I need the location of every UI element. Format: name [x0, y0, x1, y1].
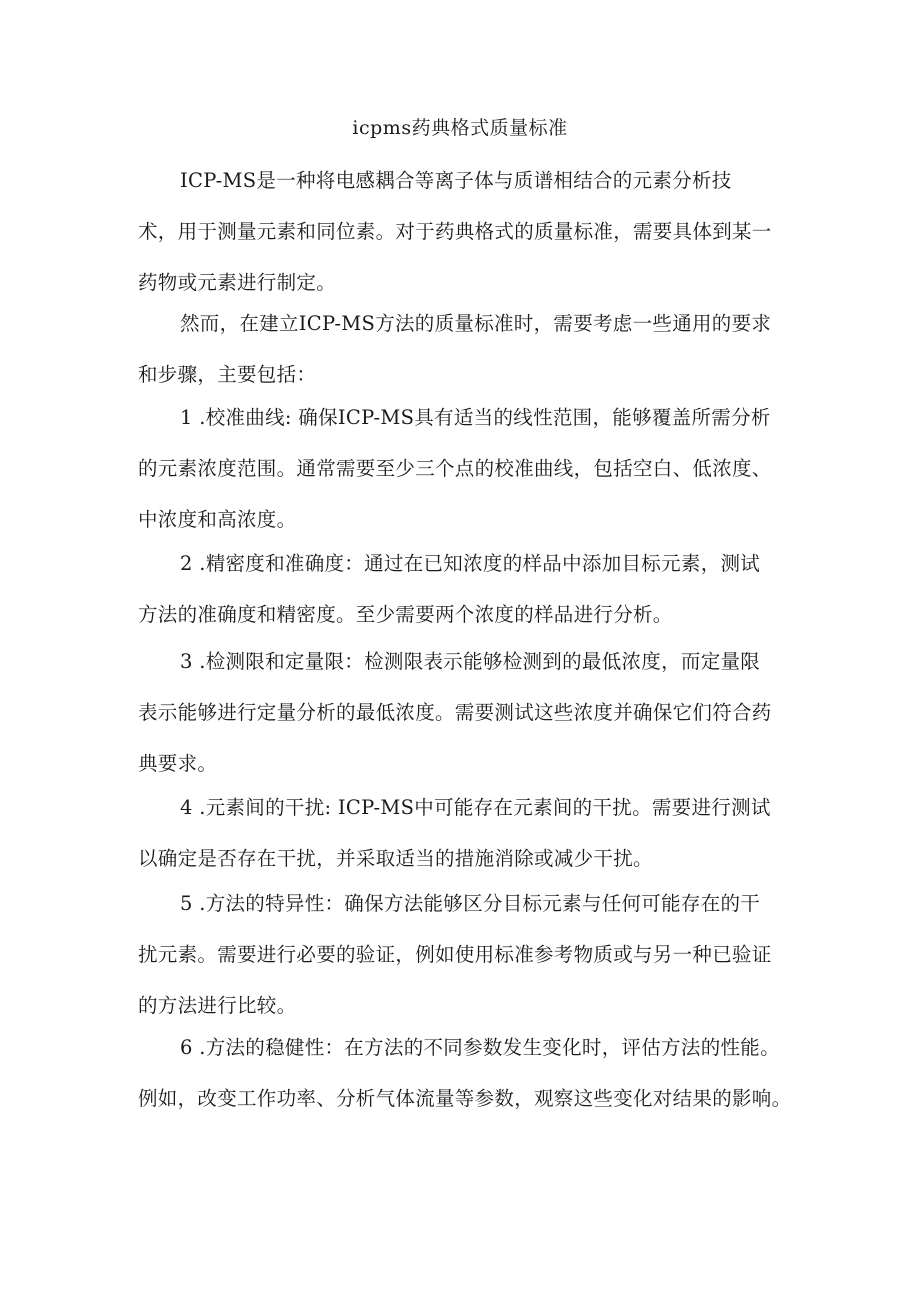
paragraph-line: 的方法进行比较。 [138, 994, 297, 1017]
paragraph-item-1 [138, 392, 798, 545]
paragraph-line: 药物或元素进行制定。 [138, 271, 337, 294]
paragraph-line: 中浓度和高浓度。 [138, 508, 297, 531]
paragraph-item-4 [138, 782, 798, 884]
paragraph-line: 的元素浓度范围。通常需要至少三个点的校准曲线，包括空白、低浓度、 [138, 457, 772, 480]
paragraph-line: 和步骤，主要包括： [138, 363, 317, 386]
paragraph-line: 例如，改变工作功率、分析气体流量等参数，观察这些变化对结果的影响。 [138, 1087, 792, 1110]
paragraph-item-2 [138, 538, 798, 640]
paragraph-item-6 [138, 1022, 798, 1124]
paragraph-line: 表示能够进行定量分析的最低浓度。需要测试这些浓度并确保它们符合药 [138, 701, 772, 724]
paragraph-line: 6 .方法的稳健性：在方法的不同参数发生变化时，评估方法的性能。 [180, 1036, 780, 1059]
paragraph-line: 2 .精密度和准确度：通过在已知浓度的样品中添加目标元素，测试 [180, 552, 761, 575]
paragraph-line: 然而，在建立ICP-MS方法的质量标准时，需要考虑一些通用的要求 [180, 312, 772, 335]
paragraph-line: 扰元素。需要进行必要的验证，例如使用标准参考物质或与另一种已验证 [138, 943, 772, 966]
paragraph-line: 3 .检测限和定量限：检测限表示能够检测到的最低浓度，而定量限 [180, 650, 761, 673]
paragraph-line: 以确定是否存在干扰，并采取适当的措施消除或减少干扰。 [138, 847, 653, 870]
paragraph-requirements-intro [138, 298, 798, 400]
paragraph-line: 术，用于测量元素和同位素。对于药典格式的质量标准，需要具体到某一 [138, 220, 772, 243]
paragraph-line: 5 .方法的特异性：确保方法能够区分目标元素与任何可能存在的干 [180, 892, 761, 915]
paragraph-item-3 [138, 636, 798, 789]
paragraph-line: 4 .元素间的干扰: ICP-MS中可能存在元素间的干扰。需要进行测试 [180, 796, 771, 819]
paragraph-item-5 [138, 878, 798, 1031]
paragraph-intro [138, 155, 798, 308]
document-title: icpms药典格式质量标准 [352, 117, 568, 139]
paragraph-line: 1 .校准曲线: 确保ICP-MS具有适当的线性范围，能够覆盖所需分析 [180, 406, 771, 429]
paragraph-line: 典要求。 [138, 752, 218, 775]
paragraph-line: ICP-MS是一种将电感耦合等离子体与质谱相结合的元素分析技 [180, 169, 732, 192]
paragraph-line: 方法的准确度和精密度。至少需要两个浓度的样品进行分析。 [138, 603, 673, 626]
